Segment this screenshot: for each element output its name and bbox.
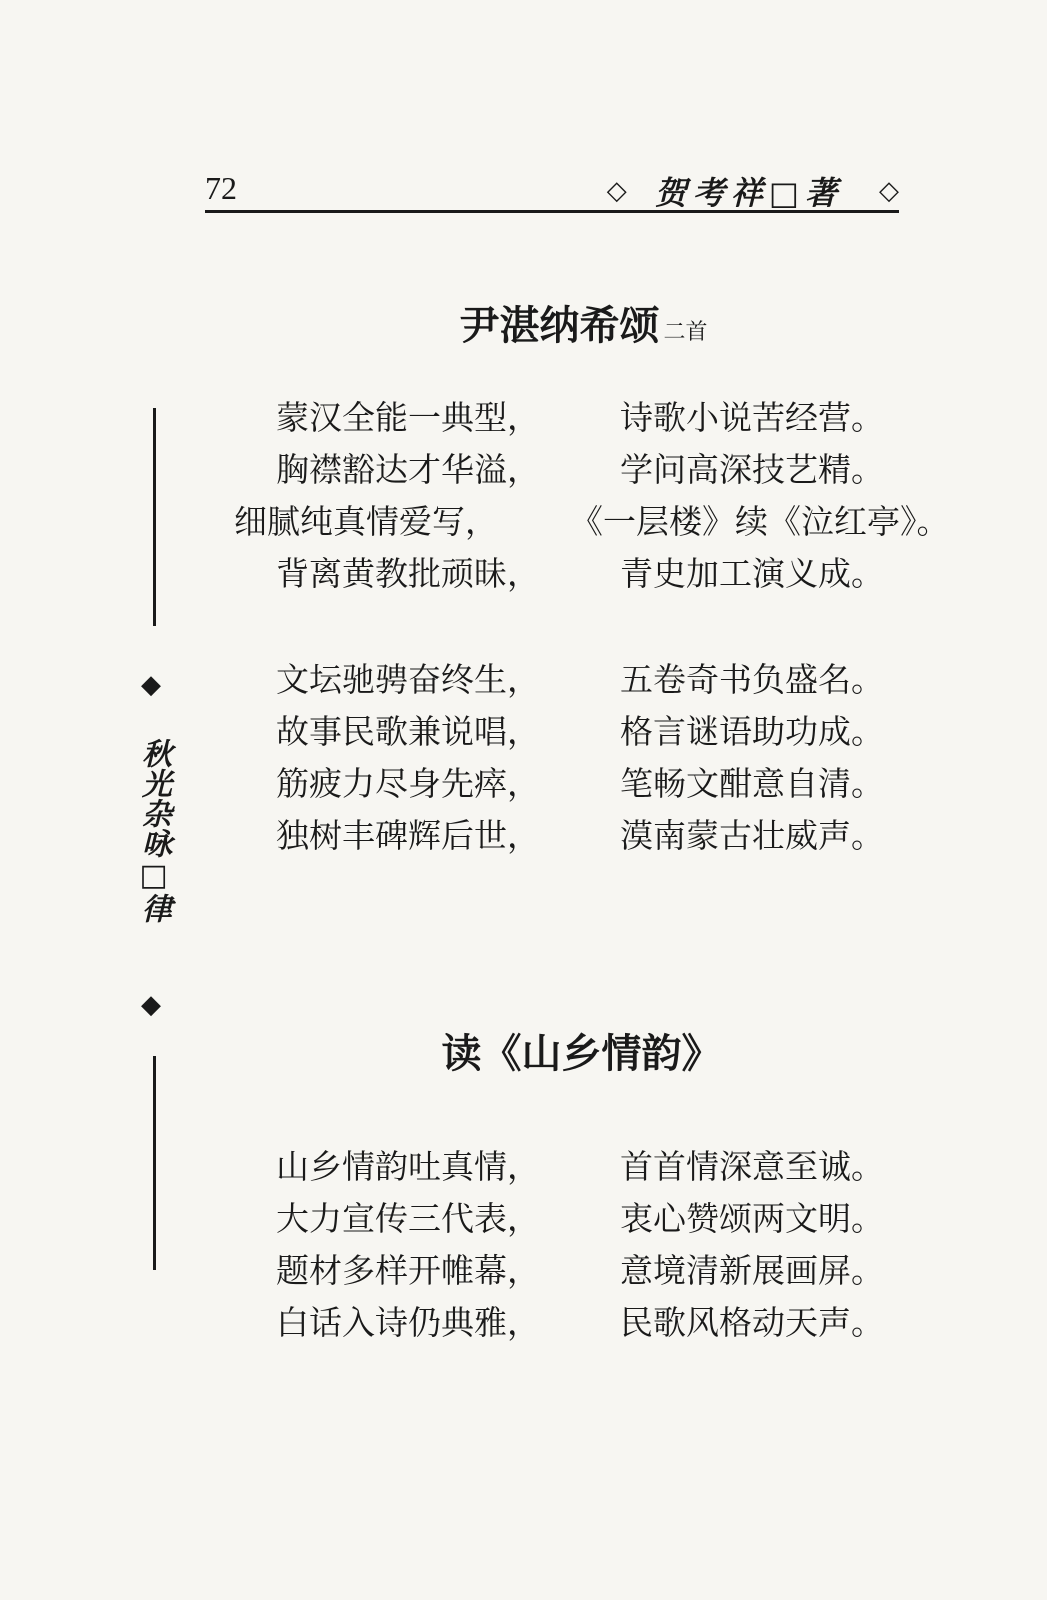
verse-first-half: 独树丰碑辉后世， xyxy=(276,816,540,855)
verse-first-half: 背离黄教批顽昧， xyxy=(276,554,540,593)
running-head xyxy=(607,168,899,214)
verse-line xyxy=(0,392,1047,444)
poem-title xyxy=(60,294,1047,351)
verse-line xyxy=(0,496,1047,548)
verse-second-half: 笔畅文酣意自清。 xyxy=(620,764,884,803)
verse-second-half: 青史加工演义成。 xyxy=(620,554,884,593)
verse-second-half: 漠南蒙古壮威声。 xyxy=(620,816,884,855)
diamond-outline-icon: ◇ xyxy=(879,176,899,206)
author-name: 贺考祥□著 xyxy=(654,174,843,212)
verse-first-half: 山乡情韵吐真情， xyxy=(276,1147,540,1186)
verse-second-half: 首首情深意至诚。 xyxy=(620,1147,884,1186)
book-title-vertical: 秋光杂咏□律 xyxy=(136,738,171,923)
verse-line xyxy=(0,444,1047,496)
poem-stanza xyxy=(0,654,1047,862)
verse-second-half: 衷心赞颂两文明。 xyxy=(620,1199,884,1238)
diamond-filled-icon: ◆ xyxy=(141,990,161,1020)
page-number: 72 xyxy=(205,170,237,206)
poem-title xyxy=(60,1022,1047,1079)
verse-line xyxy=(0,654,1047,706)
verse-second-half: 学问高深技艺精。 xyxy=(620,450,884,489)
verse-line xyxy=(0,810,1047,862)
verse-line xyxy=(0,1245,1047,1297)
verse-first-half: 胸襟豁达才华溢， xyxy=(276,450,540,489)
verse-first-half: 故事民歌兼说唱， xyxy=(276,712,540,751)
verse-first-half: 文坛驰骋奋终生， xyxy=(276,660,540,699)
verse-second-half: 诗歌小说苦经营。 xyxy=(620,398,884,437)
verse-second-half: 格言谜语助功成。 xyxy=(620,712,884,751)
verse-second-half: 《一层楼》续《泣红亭》。 xyxy=(570,502,950,541)
poem-title-text: 尹湛纳希颂 xyxy=(459,303,660,349)
poem-title-text: 读《山乡情韵》 xyxy=(441,1031,722,1077)
verse-first-half: 题材多样开帷幕， xyxy=(276,1251,540,1290)
poem-stanza xyxy=(0,392,1047,600)
poem-stanza xyxy=(0,1141,1047,1349)
verse-line xyxy=(0,706,1047,758)
verse-line xyxy=(0,1193,1047,1245)
verse-line xyxy=(0,758,1047,810)
verse-first-half: 白话入诗仍典雅， xyxy=(276,1303,540,1342)
page-header xyxy=(205,166,899,213)
verse-line xyxy=(0,548,1047,600)
verse-second-half: 五卷奇书负盛名。 xyxy=(620,660,884,699)
diamond-outline-icon: ◇ xyxy=(606,176,627,206)
verse-first-half: 细腻纯真情爱写， xyxy=(234,502,498,541)
verse-line xyxy=(0,1141,1047,1193)
verse-second-half: 民歌风格动天声。 xyxy=(620,1303,884,1342)
verse-first-half: 蒙汉全能一典型， xyxy=(276,398,540,437)
verse-second-half: 意境清新展画屏。 xyxy=(620,1251,884,1290)
poem-title-suffix: 二首 xyxy=(663,320,708,345)
verse-first-half: 大力宣传三代表， xyxy=(276,1199,540,1238)
verse-line xyxy=(0,1297,1047,1349)
verse-first-half: 筋疲力尽身先瘁， xyxy=(276,764,540,803)
diamond-filled-icon: ◆ xyxy=(141,670,161,700)
